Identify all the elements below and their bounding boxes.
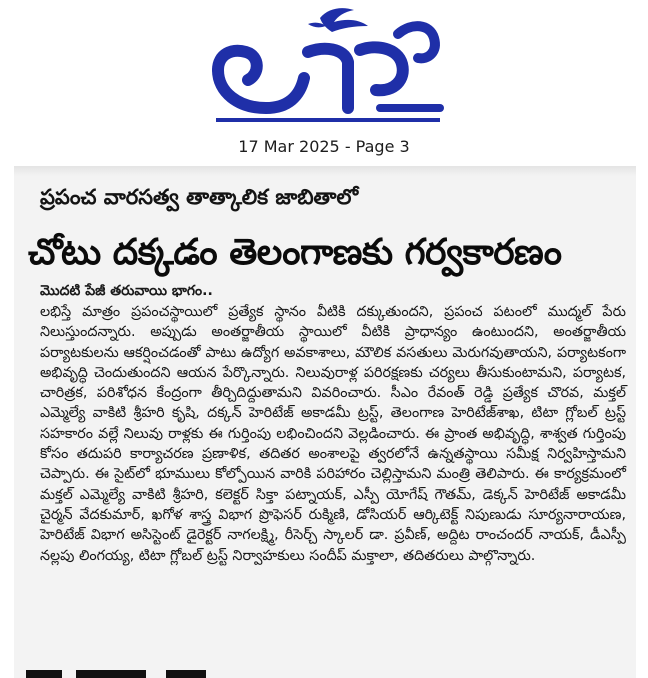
varta-logo — [208, 4, 446, 128]
continuation-label: మొదటి పేజీ తరువాయి భాగం.. — [40, 283, 213, 299]
body-paragraph: లభిస్తే మాత్రం ప్రపంచస్థాయిలో ప్రత్యేక స్థానం వీటికి దక్కుతుందని, ప్రపంచ పటంలో ముద్మల్ పేరు నిలుస్తుందన్నారు. అప్పుడు అంతర్జాతీయ స్థాయిలో వీటికి ప్రాధాన్యం ఉంటుందని, అంతర్జాతీయ పర్యాటకులను ఆకర్షించడంతో పాటు ఉద్యోగ అవకాశాలు, మౌలిక వసతులు మెరుగవుతాయని, పర్యాటకంగా అభివృద్ధి చెందుతుందని ఆయన పేర్కొన్నారు. నిలువురాళ్ల పరిరక్షణకు చర్యలు తీసుకుంటామని, పర్యాటక, చారిత్రక, పరిశోధన కేంద్రంగా తీర్చిదిద్దుతామని వివరించారు. సీఎం రేవంత్ రెడ్డి ప్రత్యేక చొరవ, మక్తల్ ఎమ్మెల్యే వాకిటి శ్రీహరి కృషి, దక్కన్ హెరిటేజ్ అకాడమీ ట్రస్ట్, తెలంగాణ హెరిటేజ్‌శాఖ, టిటా గ్లోబల్ ట్రస్ట్ సహకారం వల్లే నిలువు రాళ్లకు ఈ గుర్తింపు లభించిందని వెల్లడించారు. ఈ ప్రాంత అభివృద్ధి, శాశ్వత గుర్తింపు కోసం తదుపరి కార్యాచరణ ప్రణాళిక, తదితర అంశాలపై త్వరలోనే ఉన్నతస్థాయి సమీక్ష నిర్వహిస్తామని చెప్పారు. ఈ సైట్‌లో భూములు కోల్పోయిన వారికి పరిహారం చెల్లిస్తామని మంత్రి తెలిపారు. ఈ కార్యక్రమంలో మక్తల్ ఎమ్మెల్యే వాకిటి శ్రీహరి, కలెక్టర్ సిక్తా పట్నాయక్, ఎస్పీ యోగేష్ గౌతమ్, డెక్కన్ హెరిటేజ్ అకాడమీ చైర్మన్ వేదకుమార్, ఖగోళ శాస్త్ర విభాగ ప్రొఫెసర్ రుక్మిణి, డోసియర్ ఆర్కిటెక్ట్ నిపుణుడు సూర్యనారాయణ, హెరిటేజ్ విభాగ అసిస్టెంట్ డైరెక్టర్ నాగలక్ష్మి, రీసెర్చ్ స్కాలర్ డా. ప్రవీణ్, అద్దిట రాంచందర్ నాయక్, డీఎస్పీ నల్లపు లింగయ్య, టిటా గ్లోబల్ ట్రస్ట్ నిర్వాహకులు సందీప్ మక్తాలా, తదితరులు పాల్గొన్నారు. — [40, 304, 626, 564]
bird-icon — [308, 8, 368, 32]
article-clipping — [14, 166, 636, 678]
wordmark-strokes — [218, 26, 440, 108]
masthead — [0, 0, 648, 132]
article-kicker: ప్రపంచ వారసత్వ తాత్కాలిక జాబితాలో — [40, 185, 359, 209]
edition-date-page: 17 Mar 2025 - Page 3 — [238, 137, 410, 156]
next-headline-fragment — [16, 664, 616, 678]
article-body — [40, 302, 626, 566]
clipping-top-edge — [14, 166, 636, 176]
article-headline: చోటు దక్కడం తెలంగాణకు గర్వకారణం — [28, 232, 562, 273]
